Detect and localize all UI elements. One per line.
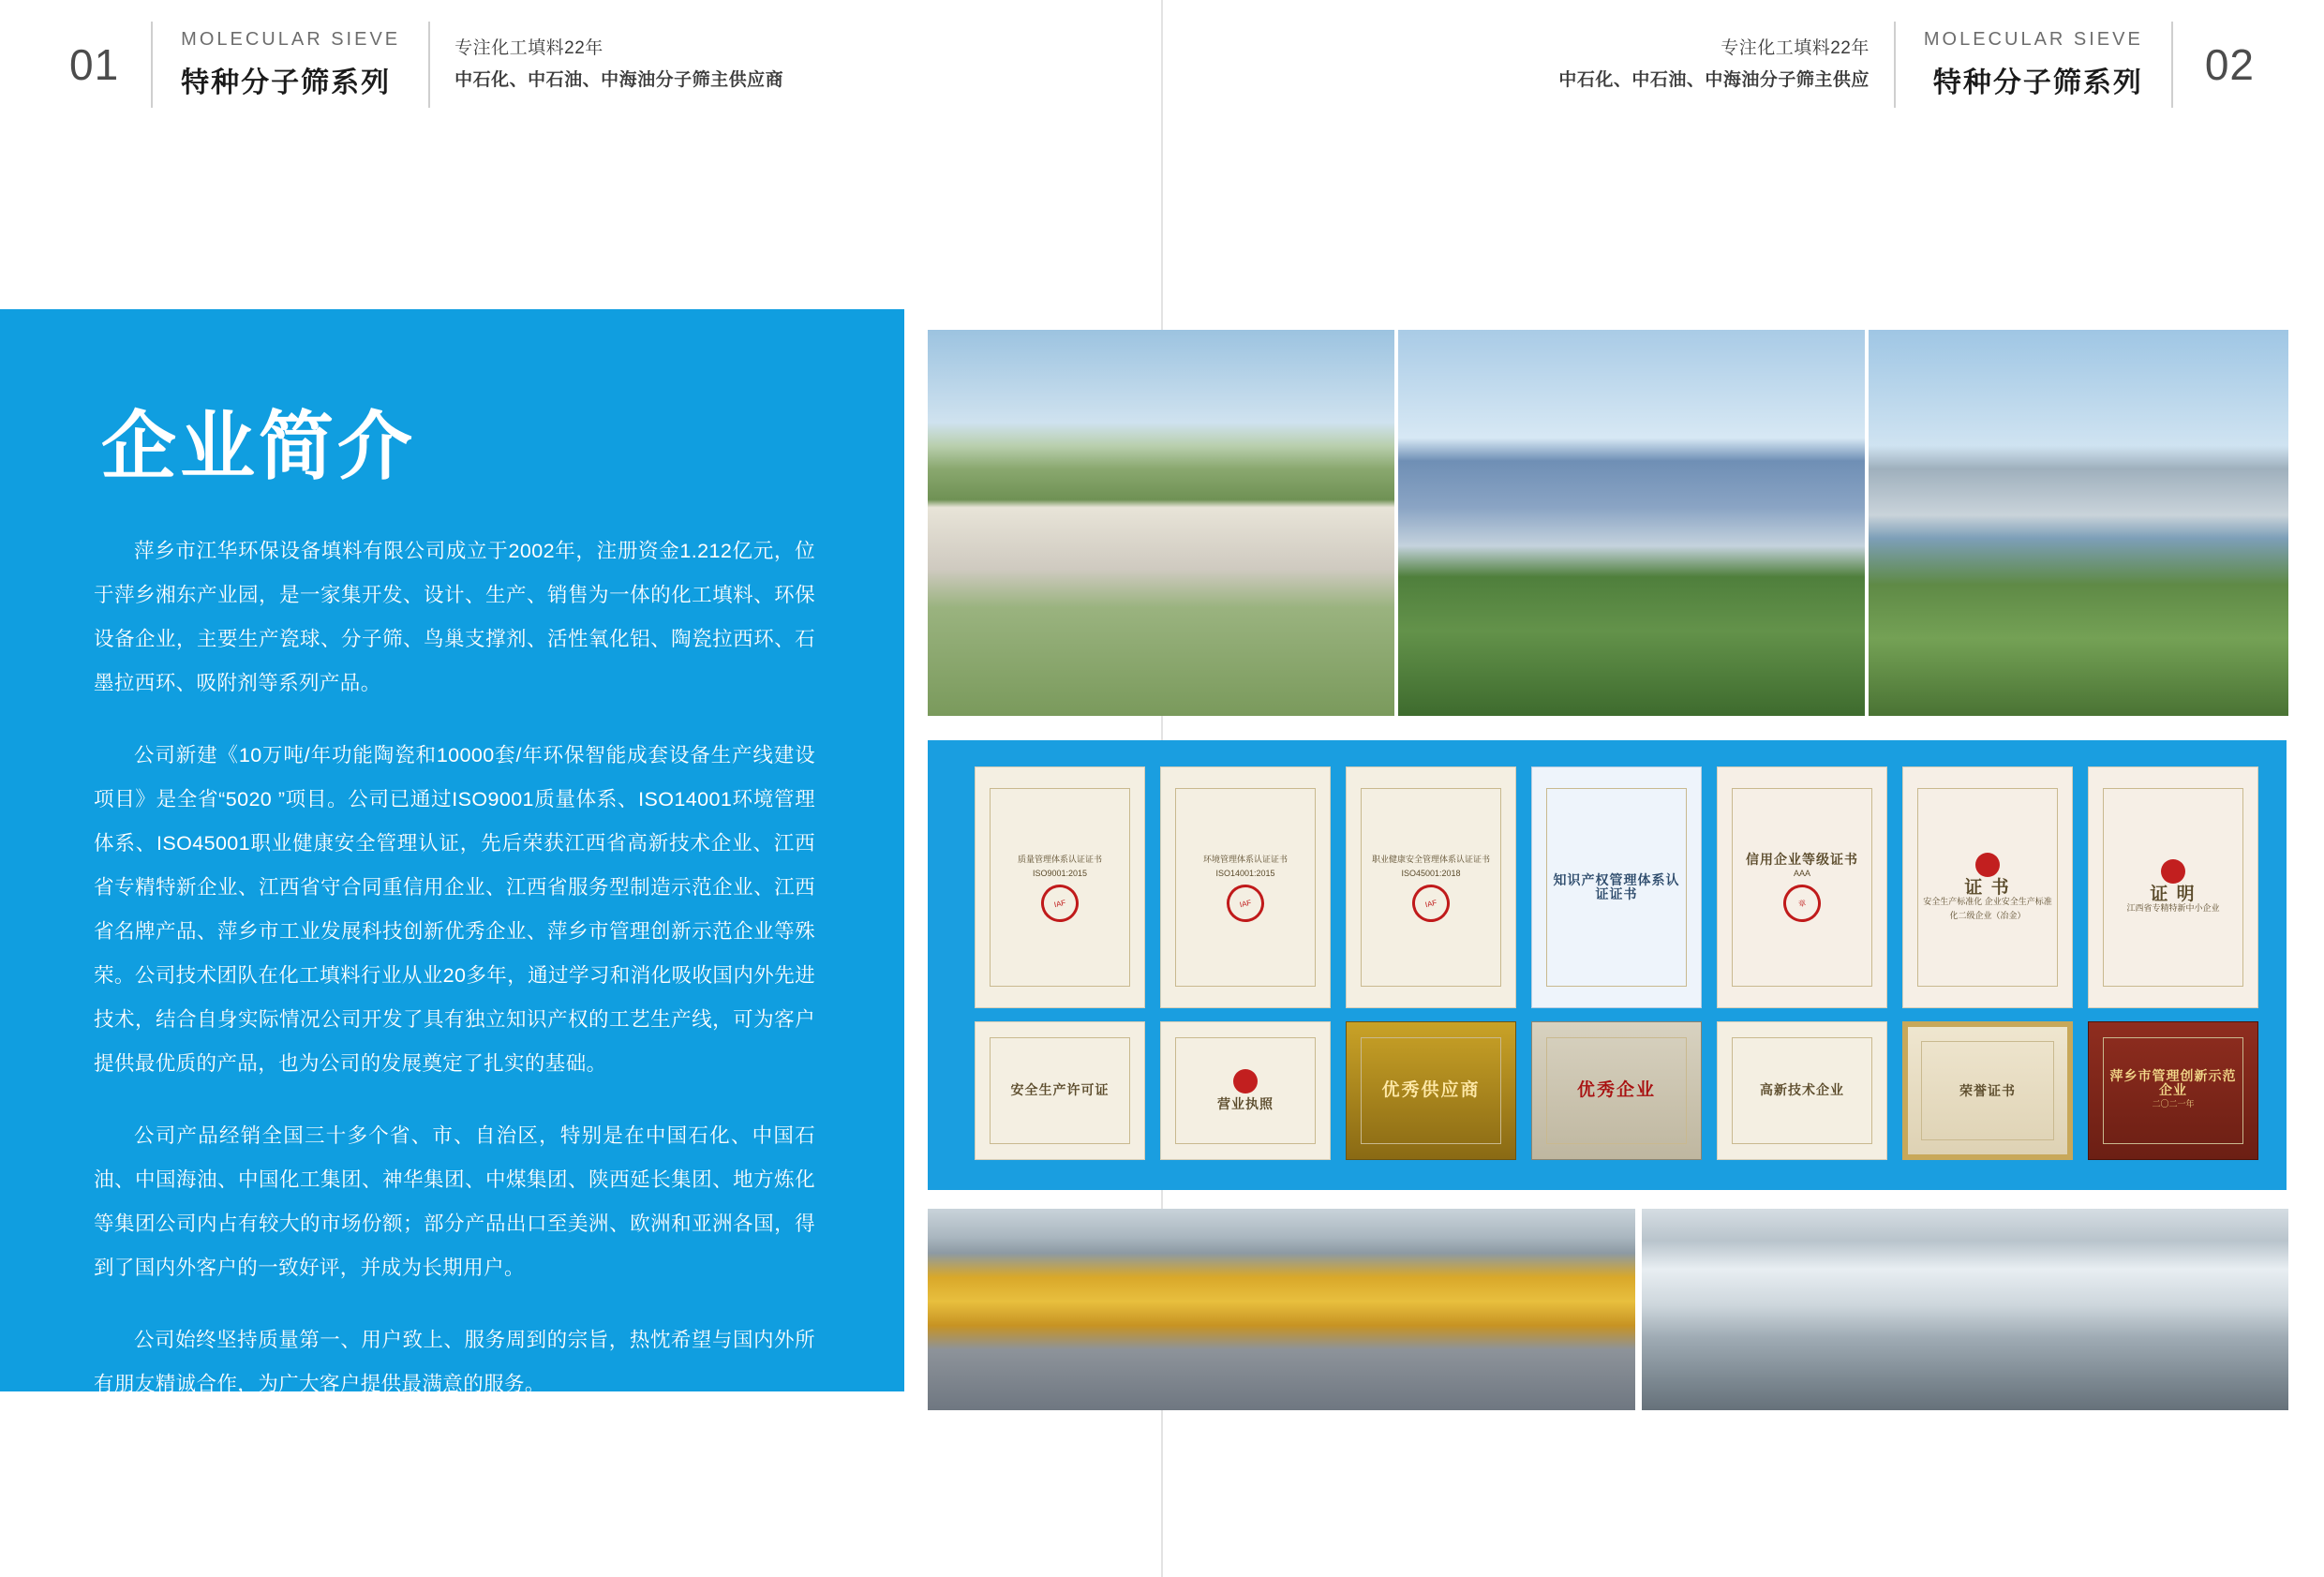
brand-cn-left: 特种分子筛系列	[181, 67, 392, 98]
cert-title-6: 证 明	[2150, 885, 2197, 904]
brand-en-left: MOLECULAR SIEVE	[181, 29, 401, 50]
intro-body	[94, 529, 815, 1435]
photo-plant-entrance	[1869, 330, 2288, 716]
header-right-group	[1534, 13, 2287, 116]
stamp-icon: IAF	[1223, 881, 1267, 925]
cert-title-8: 营业执照	[1217, 1096, 1274, 1112]
cert-title-10: 优秀企业	[1576, 1080, 1656, 1101]
tagline-left-1: 专注化工填料22年	[454, 38, 603, 58]
certificate-credit-grade	[1717, 766, 1887, 1008]
national-emblem-icon	[1233, 1069, 1258, 1093]
certificate-iso9001	[975, 766, 1145, 1008]
national-emblem-icon	[1975, 853, 2000, 877]
stamp-icon: IAF	[1037, 881, 1081, 925]
certificate-safety-production-license	[975, 1021, 1145, 1160]
photo-rotary-kiln-workshop	[928, 1209, 1635, 1410]
certificate-safety-production-standard	[1902, 766, 2073, 1008]
plaque-excellent-enterprise	[1531, 1021, 1702, 1160]
certificate-provincial-specialized	[2088, 766, 2258, 1008]
cert-title-1: 环境管理体系认证证书	[1202, 855, 1288, 864]
certificate-business-license	[1160, 1021, 1331, 1160]
brand-block-right	[1896, 22, 2171, 108]
tagline-right-2: 中石化、中石油、中海油分子筛主供应	[1558, 70, 1870, 90]
certificate-iso45001	[1346, 766, 1516, 1008]
intro-paragraph-3: 公司产品经销全国三十多个省、市、自治区，特别是在中国石化、中国石油、中国海油、中国化工集团、神华集团、中煤集团、陕西延长集团、地方炼化等集团公司内占有较大的市场份额；部分产品出口至美洲、欧洲和亚洲各国，得到了国内外客户的一致好评，并成为长期用户。	[94, 1124, 815, 1279]
certificate-honor	[1902, 1021, 2073, 1160]
company-intro-panel	[0, 309, 904, 1395]
plaque-excellent-supplier	[1346, 1021, 1516, 1160]
photo-office-building	[1398, 330, 1865, 716]
cert-title-13: 萍乡市管理创新示范企业	[2109, 1068, 2237, 1098]
brand-cn-right: 特种分子筛系列	[1932, 67, 2143, 98]
cert-title-9: 优秀供应商	[1381, 1080, 1481, 1101]
national-emblem-icon	[2161, 859, 2185, 884]
cert-title-0: 质量管理体系认证证书	[1017, 855, 1102, 864]
photo-aerial-factory-view	[928, 330, 1394, 716]
tagline-block-left	[430, 22, 808, 108]
cert-sub-2: ISO45001:2018	[1401, 869, 1461, 878]
cert-sub-1: ISO14001:2015	[1215, 869, 1275, 878]
stamp-icon: 章	[1780, 881, 1824, 925]
header-left-group	[37, 13, 808, 116]
cert-sub-0: ISO9001:2015	[1032, 869, 1088, 878]
brand-en-right: MOLECULAR SIEVE	[1923, 29, 2143, 50]
brand-block-left	[153, 22, 428, 108]
certificate-band	[928, 740, 2287, 1190]
cert-sub-5: 安全生产标准化 企业安全生产标准化二级企业（冶金）	[1923, 896, 2052, 920]
certificate-high-tech-enterprise	[1717, 1021, 1887, 1160]
intro-paragraph-4: 公司始终坚持质量第一、用户致上、服务周到的宗旨，热忱希望与国内外所有朋友精诚合作，为广大客户提供最满意的服务。	[94, 1329, 815, 1395]
tagline-block-right	[1534, 22, 1894, 108]
page-number-right: 02	[2204, 40, 2255, 89]
tagline-left-2: 中石化、中石油、中海油分子筛主供应商	[454, 70, 784, 90]
cert-sub-4: AAA	[1793, 869, 1810, 878]
intro-paragraph-1: 萍乡市江华环保设备填料有限公司成立于2002年，注册资金1.212亿元，位于萍乡湘东产业园，是一家集开发、设计、生产、销售为一体的化工填料、环保设备企业，主要生产瓷球、分子筛、鸟巢支撑剂、活性氧化铝、陶瓷拉西环、石墨拉西环、吸附剂等系列产品。	[94, 540, 815, 694]
tagline-right-1: 专注化工填料22年	[1721, 38, 1870, 58]
cert-title-4: 信用企业等级证书	[1746, 852, 1858, 867]
cert-title-2: 职业健康安全管理体系认证证书	[1371, 855, 1490, 864]
cert-title-7: 安全生产许可证	[1010, 1082, 1110, 1098]
plaque-management-innovation	[2088, 1021, 2258, 1160]
page-number-left: 01	[69, 40, 120, 89]
cert-title-3: 知识产权管理体系认证证书	[1553, 872, 1680, 901]
cert-sub-13: 二〇二一年	[2152, 1099, 2195, 1109]
cert-title-11: 高新技术企业	[1760, 1082, 1844, 1098]
intro-paragraph-2: 公司新建《10万吨/年功能陶瓷和10000套/年环保智能成套设备生产线建设项目》是全省“5020 ”项目。公司已通过ISO9001质量体系、ISO14001环境管理体系、ISO45001职业健康安全管理认证，先后荣获江西省高新技术企业、江西省专精特新企业、江西省守合同重信用企业、江西省服务型制造示范企业、江西省名牌产品、萍乡市工业发展科技创新优秀企业、萍乡市管理创新示范企业等殊荣。公司技术团队在化工填料行业从业20多年，通过学习和消化吸收国内外先进技术，结合自身实际情况公司开发了具有独立知识产权的工艺生产线，可为客户提供最优质的产品，也为公司的发展奠定了扎实的基础。	[94, 744, 815, 1075]
page-title: 企业简介	[101, 403, 416, 490]
certificate-ip-management	[1531, 766, 1702, 1008]
photo-packing-workshop	[1642, 1209, 2288, 1410]
certificate-iso14001	[1160, 766, 1331, 1008]
cert-sub-6: 江西省专精特新中小企业	[2126, 903, 2220, 913]
cert-title-12: 荣誉证书	[1959, 1082, 2016, 1098]
stamp-icon: IAF	[1408, 881, 1452, 925]
cert-title-5: 证 书	[1964, 877, 2011, 898]
